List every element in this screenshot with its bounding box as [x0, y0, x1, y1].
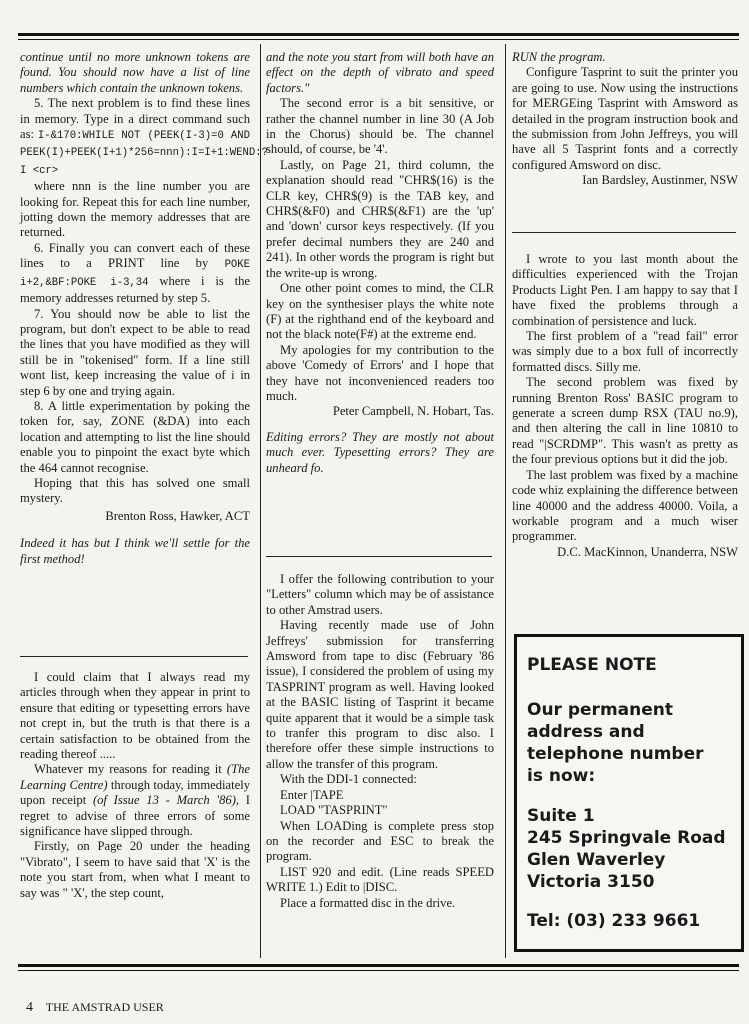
notice-line: telephone number [527, 744, 704, 764]
paragraph: through today, immediately upon receipt [20, 777, 250, 808]
paragraph: 5. The next problem is to find these lines in memory. Type in a direct command such as: [20, 96, 250, 142]
top-rule-thin [18, 39, 739, 40]
paragraph: Lastly, on Page 21, third column, the explanation should read "CHR$(16) is the CLR key, CHR$(9) is the TAB key, and CHR$(&F0) and CHR$(&F1) are the 'up' and 'down' cursor keys respectively. (If you prefer decimal numbers they are 240 and 241). In other words the program is right but the write-up is wrong. [266, 157, 494, 280]
notice-body [527, 699, 704, 787]
paragraph: Having recently made use of John Jeffreys' submission for transferring Amsword from tape to disc (February '86 issue), I considered the problem of using my TASPRINT program as well. Having looked at the BASIC listing of Tasprint it became quite apparent that it would be a simple task to tranfer this program to disc also. I therefore offer these simple instructions to allow the transfer of this program. [266, 618, 494, 771]
paragraph: I could claim that I always read my articles through when they appear in print to ensure that editing or typesetting errors have not crept in, but the truth is that there is a certain satisfaction to be obtained from the reading thereof ..... [20, 670, 250, 762]
column-3-bottom [512, 252, 738, 560]
paragraph: 6. Finally you can convert each of these lines to a PRINT line by [20, 240, 250, 271]
column-divider-2 [505, 44, 506, 958]
top-rule [18, 33, 739, 36]
column-2-top [266, 50, 494, 476]
paragraph: Hoping that this has solved one small mystery. [20, 475, 250, 506]
address-line: Victoria 3150 [527, 872, 655, 892]
paragraph: I wrote to you last month about the difficulties experienced with the Trojan Products Light Pen. I am happy to say that I have fixed the problems through a combination of persistence and luck. [512, 252, 738, 328]
paragraph: Configure Tasprint to suit the printer you are going to use. Now using the instructions for MERGEing Tasprint with Amsword as detailed in the program instruction book and the submission from John Jeffreys, you will have all 5 Tasprint fonts and a correctly configured Amsword on disc. [512, 65, 738, 172]
address-line: 245 Springvale Road [527, 828, 726, 848]
paragraph: and the note you start from will both have an effect on the depth of vibrato and speed factors." [266, 50, 494, 95]
column-1-top [20, 50, 268, 567]
column-3-top [512, 50, 738, 189]
notice-phone: Tel: (03) 233 9661 [527, 911, 701, 931]
paragraph: LIST 920 and edit. (Line reads SPEED WRITE 1.) Edit to |DISC. [266, 864, 494, 895]
paragraph: With the DDI-1 connected: [280, 772, 417, 787]
bottom-rule-thin [18, 970, 739, 971]
separator [512, 232, 736, 233]
notice-address [527, 805, 726, 893]
page-footer [26, 1000, 164, 1016]
paragraph: RUN the program. [512, 50, 606, 64]
bottom-rule [18, 964, 739, 967]
paragraph: Firstly, on Page 20 under the heading "Vibrato", I seem to have said that 'X' is the note you start from, when what I meant to say was " 'X', the step count, [20, 839, 250, 900]
address-line: Glen Waverley [527, 850, 666, 870]
column-divider-1 [260, 44, 261, 958]
notice-line: is now: [527, 766, 596, 786]
italic-title: (The Learning Centre) [20, 762, 250, 792]
separator [266, 556, 492, 557]
paragraph: The last problem was fixed by a machine code whiz explaining the difference between line 40000 and the address 40000. Voila, a workable program and a much wiser programmer. [512, 467, 738, 544]
paragraph: Place a formatted disc in the drive. [280, 895, 456, 910]
notice-line: Our permanent [527, 700, 673, 720]
paragraph: where nnn is the line number you are looking for. Repeat this for each line number, jotting down the memory addresses that are returned. [20, 179, 250, 240]
editor-reply: Editing errors? They are mostly not about much ever. Typesetting errors? They are unheard fo. [266, 429, 494, 475]
paragraph: Enter |TAPE [280, 787, 344, 802]
paragraph: Whatever my reasons for reading it [34, 762, 222, 777]
signature: D.C. MacKinnon, Unanderra, NSW [557, 544, 738, 559]
paragraph: The second problem was fixed by running Brenton Ross' BASIC program to generate a screen dump RSX (TAU no.9), and then altering the call in line 10810 to read "|SCRDMP". This wasn't as pretty as the four previous options but it did the job. [512, 375, 738, 467]
paragraph: I offer the following contribution to your "Letters" column which may be of assistance to other Amstrad users. [266, 572, 494, 617]
paragraph: When LOADing is complete press stop on the recorder and ESC to break the program. [266, 818, 494, 864]
signature: Brenton Ross, Hawker, ACT [105, 508, 250, 523]
signature: Ian Bardsley, Austinmer, NSW [582, 173, 738, 188]
paragraph: My apologies for my contribution to the above 'Comedy of Errors' and I hope that they have not inconvenienced readers too much. [266, 342, 494, 403]
paragraph: where i is the memory addresses returned by step 5. [20, 273, 250, 306]
column-1-bottom [20, 670, 250, 901]
paragraph: 7. You should now be able to list the program, but don't expect to be able to read the lines that you have modified as they will still be in "tokenised" form. If a line still wont list, keep increasing the value of i in step 6 by one and trying again. [20, 306, 250, 398]
paragraph: One other point comes to mind, the CLR key on the synthesiser plays the white note (F) at the righthand end of the keyboard and not the black note(F#) at the extreme end. [266, 281, 494, 342]
separator [20, 656, 248, 657]
paragraph: 8. A little experimentation by poking the token for, say, ZONE (&DA) into each location and attempting to list the line should enable you to pinpoint the exact byte which the 464 cannot recognise. [20, 398, 250, 475]
notice-line: address and [527, 722, 645, 742]
please-note-box [514, 634, 744, 952]
code-snippet: I-&170:WHILE NOT (PEEK(I-3)=0 AND PEEK(I)+PEEK(I+1)*256=nnn):I=I+1:WEND:?I <cr> [20, 130, 268, 177]
column-2-bottom [266, 572, 494, 911]
paragraph: I regret to advise of three errors of some significance have slipped through. [20, 793, 250, 839]
publication-name: THE AMSTRAD USER [45, 1000, 164, 1014]
paragraph: continue until no more unknown tokens are found. You should now have a list of line numbers which contain the unknown tokens. [20, 50, 250, 95]
page-number: 4 [26, 1000, 33, 1015]
paragraph: The second error is a bit sensitive, or rather the channel number in line 30 (A Job in the Chorus) should be. The channel should, of course, be '4'. [266, 96, 494, 157]
code-snippet: POKE i+2,&BF:POKE i-3,34 [20, 259, 250, 289]
italic-title: (of Issue 13 - March '86), [92, 793, 240, 808]
notice-title: PLEASE NOTE [527, 655, 657, 675]
signature: Peter Campbell, N. Hobart, Tas. [332, 404, 494, 419]
address-line: Suite 1 [527, 806, 595, 826]
paragraph: The first problem of a "read fail" error was simply due to a box full of incorrectly formatted discs. Silly me. [512, 329, 738, 374]
editor-reply: Indeed it has but I think we'll settle for the first method! [20, 536, 250, 566]
paragraph: LOAD "TASPRINT" [280, 803, 388, 818]
